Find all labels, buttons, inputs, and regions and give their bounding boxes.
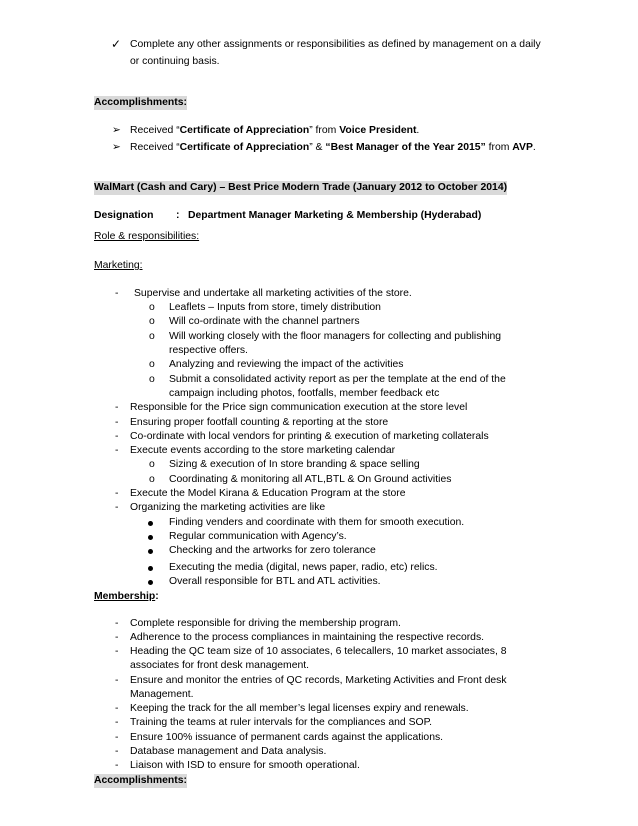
dash-bullet: -: [115, 732, 119, 743]
membership-item: Ensure 100% issuance of permanent cards against the applications.: [130, 732, 444, 743]
organize-subitem: Executing the media (digital, news paper, radio, etc) relics.: [169, 562, 438, 573]
membership-item-cont: associates for front desk management.: [130, 660, 310, 671]
membership-item: Training the teams at ruler intervals for the compliances and SOP.: [130, 717, 433, 728]
arrow-bullet-icon: ➢: [112, 125, 121, 136]
circle-bullet: o: [149, 374, 155, 385]
marketing-item: Organizing the marketing activities are like: [130, 502, 326, 513]
bullet-dot: [148, 545, 153, 559]
dash-bullet: -: [115, 417, 119, 428]
role-heading: Role & responsibilities:: [94, 231, 200, 242]
dash-bullet: -: [115, 746, 119, 757]
dash-bullet: -: [115, 703, 119, 714]
membership-item: Database management and Data analysis.: [130, 746, 327, 757]
marketing-subitem: Analyzing and reviewing the impact of the activities: [169, 359, 404, 370]
membership-item: Adherence to the process compliances in maintaining the respective records.: [130, 632, 485, 643]
accomplishments-heading: Accomplishments:: [94, 97, 187, 108]
arrow-bullet-icon: ➢: [112, 142, 121, 153]
accomplishment-item: Received “Certificate of Appreciation” & “Best Manager of the Year 2015” from AVP.: [130, 142, 536, 153]
membership-item: Ensure and monitor the entries of QC records, Marketing Activities and Front desk: [130, 675, 507, 686]
organize-subitem: Checking and the artworks for zero tolerance: [169, 545, 376, 556]
circle-bullet: o: [149, 459, 155, 470]
bullet-dot: [148, 531, 153, 545]
marketing-heading: Marketing:: [94, 260, 143, 271]
bullet-dot: [148, 517, 153, 531]
marketing-subitem-cont: campaign including photos, footfalls, member feedback etc: [169, 388, 440, 399]
dash-bullet: -: [115, 717, 119, 728]
checkmark-icon: ✓: [111, 37, 122, 51]
membership-heading: Membership:: [94, 591, 159, 602]
organize-subitem: Regular communication with Agency’s.: [169, 531, 347, 542]
dash-bullet: -: [115, 760, 119, 771]
marketing-subitem: Coordinating & monitoring all ATL,BTL & On Ground activities: [169, 474, 452, 485]
marketing-subitem: Will working closely with the floor managers for collecting and publishing: [169, 331, 502, 342]
organize-subitem: Finding venders and coordinate with them for smooth execution.: [169, 517, 465, 528]
circle-bullet: o: [149, 474, 155, 485]
dash-bullet: -: [115, 502, 119, 513]
circle-bullet: o: [149, 331, 155, 342]
marketing-item: Ensuring proper footfall counting & reporting at the store: [130, 417, 389, 428]
dash-bullet: -: [115, 288, 119, 299]
organize-subitem: Overall responsible for BTL and ATL activities.: [169, 576, 381, 587]
accomplishment-item: Received “Certificate of Appreciation” from Voice President.: [130, 125, 420, 136]
dash-bullet: -: [115, 402, 119, 413]
marketing-subitem: Leaflets – Inputs from store, timely distribution: [169, 302, 381, 313]
dash-bullet: -: [115, 431, 119, 442]
membership-item: Keeping the track for the all member’s legal licenses expiry and renewals.: [130, 703, 469, 714]
dash-bullet: -: [115, 445, 119, 456]
designation-label: Designation: [94, 210, 154, 221]
intro-line-1: Complete any other assignments or responsibilities as defined by management on a daily: [130, 39, 541, 50]
dash-bullet: -: [115, 646, 119, 657]
company-heading: WalMart (Cash and Cary) – Best Price Modern Trade (January 2012 to October 2014): [94, 182, 508, 193]
marketing-subitem: Sizing & execution of In store branding & space selling: [169, 459, 420, 470]
marketing-subitem: Will co-ordinate with the channel partners: [169, 316, 360, 327]
membership-item: Complete responsible for driving the membership program.: [130, 618, 401, 629]
dash-bullet: -: [115, 675, 119, 686]
dash-bullet: -: [115, 488, 119, 499]
marketing-subitem-cont: respective offers.: [169, 345, 248, 356]
marketing-item: Execute the Model Kirana & Education Program at the store: [130, 488, 406, 499]
membership-item: Heading the QC team size of 10 associates, 6 telecallers, 10 market associates, 8: [130, 646, 507, 657]
membership-item: Liaison with ISD to ensure for smooth operational.: [130, 760, 360, 771]
circle-bullet: o: [149, 302, 155, 313]
bullet-dot: [148, 562, 153, 576]
dash-bullet: -: [115, 618, 119, 629]
marketing-item: Co-ordinate with local vendors for printing & execution of marketing collaterals: [130, 431, 489, 442]
dash-bullet: -: [115, 632, 119, 643]
circle-bullet: o: [149, 359, 155, 370]
intro-line-2: or continuing basis.: [130, 56, 220, 67]
designation-separator: :: [176, 210, 180, 221]
membership-item-cont: Management.: [130, 689, 194, 700]
marketing-subitem: Submit a consolidated activity report as per the template at the end of the: [169, 374, 506, 385]
accomplishments-heading-2: Accomplishments:: [94, 775, 187, 786]
bullet-dot: [148, 576, 153, 590]
circle-bullet: o: [149, 316, 155, 327]
marketing-item: Execute events according to the store marketing calendar: [130, 445, 396, 456]
designation-value: Department Manager Marketing & Membership (Hyderabad): [188, 210, 482, 221]
marketing-item: Responsible for the Price sign communication execution at the store level: [130, 402, 468, 413]
marketing-item: Supervise and undertake all marketing activities of the store.: [134, 288, 412, 299]
